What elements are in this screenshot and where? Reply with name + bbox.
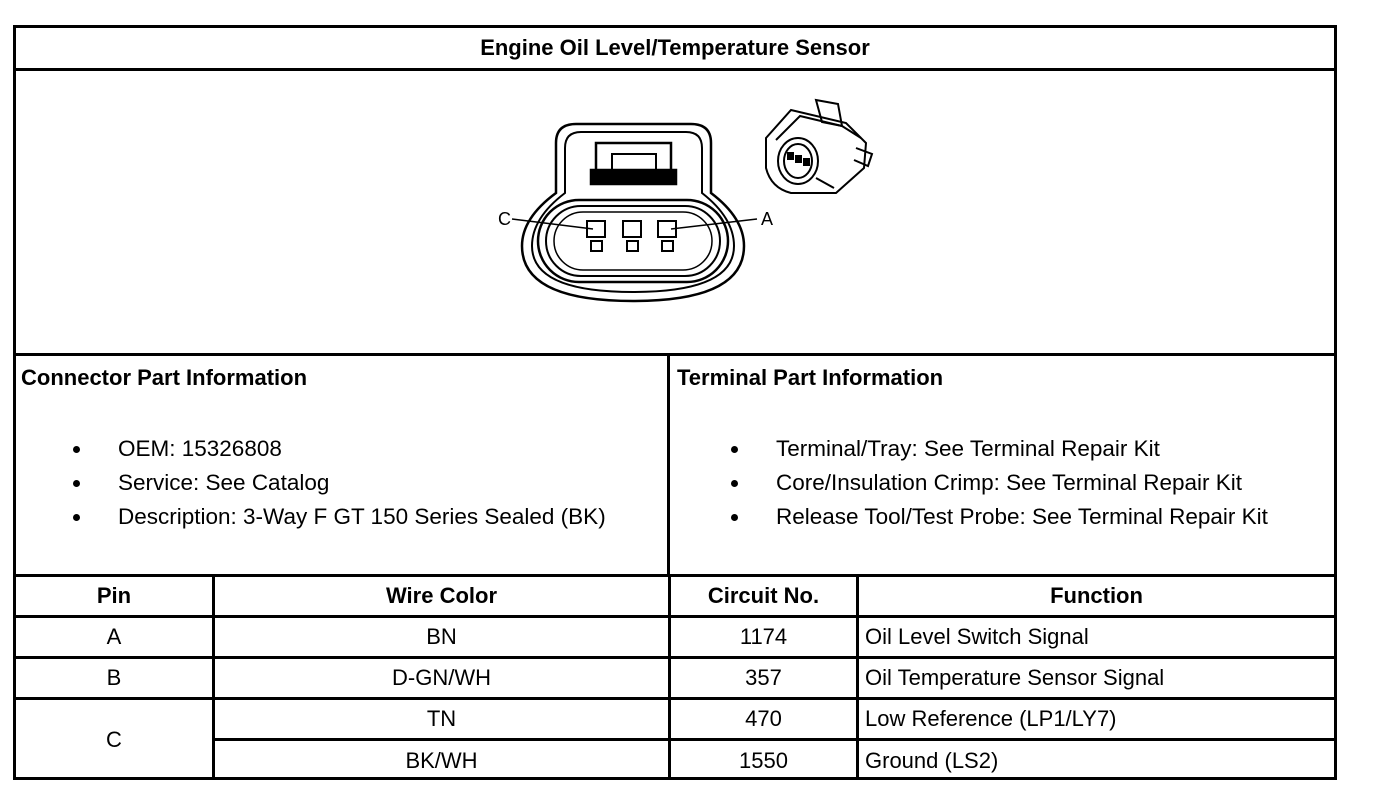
column-header-function: Function	[1050, 583, 1143, 608]
table-cell-function: Oil Temperature Sensor Signal	[865, 665, 1165, 690]
table-cell-wire: TN	[426, 706, 457, 731]
terminal-info-list	[727, 432, 1268, 534]
table-cell-function: Low Reference (LP1/LY7)	[865, 706, 1117, 731]
pin-label-c: C	[498, 209, 511, 229]
list-item: OEM: 15326808	[69, 432, 606, 466]
connector-sheet	[13, 25, 1337, 780]
connector-info-heading: Connector Part Information	[21, 365, 308, 390]
list-item: Core/Insulation Crimp: See Terminal Repair Kit	[727, 466, 1268, 500]
page-title: Engine Oil Level/Temperature Sensor	[480, 35, 870, 60]
table-cell-circuit: 470	[745, 706, 782, 731]
table-cell-function: Ground (LS2)	[865, 747, 999, 773]
table-cell-pin: C	[106, 727, 122, 752]
table-cell-pin: B	[106, 665, 122, 690]
table-cell-wire: D-GN/WH	[392, 665, 491, 690]
column-header-circuit: Circuit No.	[707, 583, 820, 608]
table-cell-wire: BK/WH	[405, 747, 478, 773]
column-header-pin: Pin	[96, 583, 132, 608]
list-item: Description: 3-Way F GT 150 Series Sealed (BK)	[69, 500, 606, 534]
list-item: Service: See Catalog	[69, 466, 606, 500]
connector-face-icon	[512, 124, 757, 301]
table-cell-circuit: 1174	[739, 624, 788, 649]
table-cell-circuit: 1550	[739, 747, 788, 773]
table-cell-wire: BN	[426, 624, 457, 649]
terminal-info-heading: Terminal Part Information	[677, 365, 944, 390]
list-item: Terminal/Tray: See Terminal Repair Kit	[727, 432, 1268, 466]
table-cell-circuit: 357	[745, 665, 782, 690]
connector-info-list	[69, 432, 606, 534]
connector-diagram	[16, 28, 1334, 358]
table-cell-function: Oil Level Switch Signal	[865, 624, 1089, 649]
divider	[16, 353, 1334, 356]
table-cell-pin: A	[106, 624, 122, 649]
divider	[667, 356, 670, 574]
pin-label-a: A	[761, 209, 774, 229]
column-header-wire-color: Wire Color	[385, 583, 498, 608]
list-item: Release Tool/Test Probe: See Terminal Repair Kit	[727, 500, 1268, 534]
connector-3d-icon	[766, 100, 872, 193]
